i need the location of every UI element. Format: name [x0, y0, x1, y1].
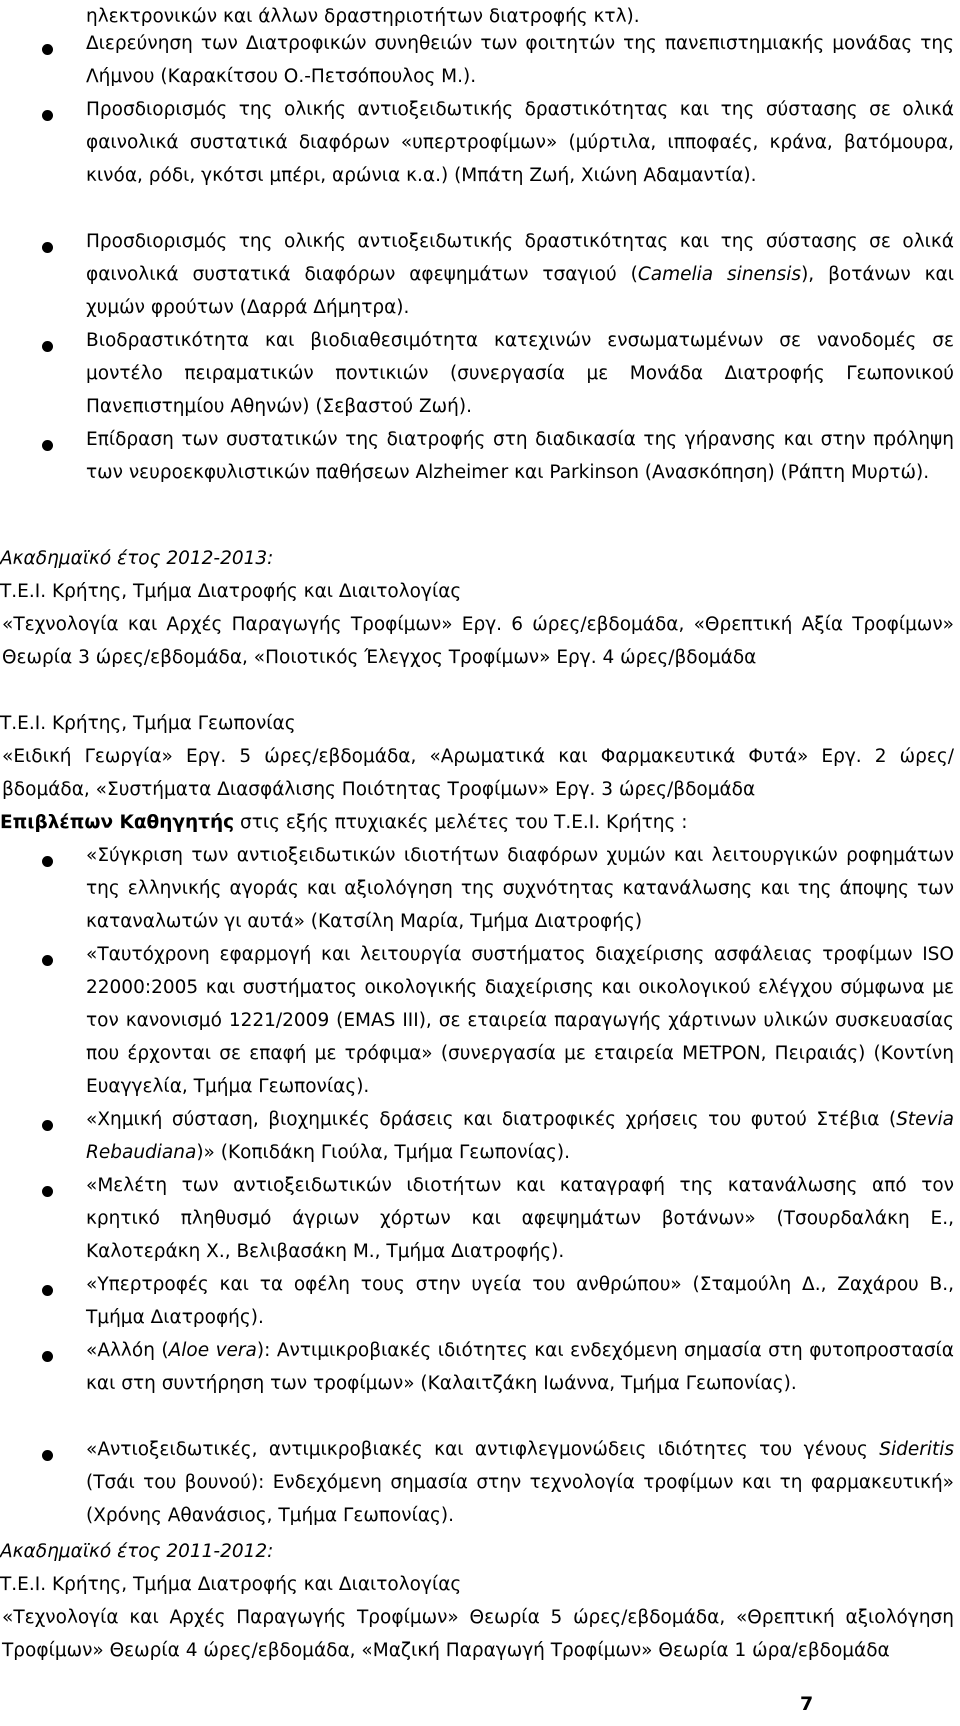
institution-line: Τ.Ε.Ι. Κρήτης, Τμήμα Διατροφής και Διαιτολογίας	[0, 1574, 462, 1595]
list-item: Βιοδραστικότητα και βιοδιαθεσιμότητα κατεχινών ενσωματωμένων σε νανοδομές σε μοντέλο πειραματικών ποντικιών (συνεργασία με Μονάδα Διατροφής Γεωπονικού Πανεπιστημίου Αθηνών) (Σεβαστού Ζωή).	[86, 330, 954, 417]
continuation-line: ηλεκτρονικών και άλλων δραστηριοτήτων διατροφής κτλ).	[86, 6, 640, 27]
list-item: «Μελέτη των αντιοξειδωτικών ιδιοτήτων και καταγραφή της κατανάλωσης από τον κρητικό πληθυσμό άγριων χόρτων και αφεψημάτων βοτάνων» (Τσουρδαλάκη Ε., Καλοτεράκη Χ., Βελιβασάκη Μ., Τμήμα Διατροφής).	[86, 1175, 954, 1262]
institution-line: Τ.Ε.Ι. Κρήτης, Τμήμα Γεωπονίας	[0, 713, 296, 734]
bullet-icon	[42, 1351, 53, 1362]
list-item: «Ταυτόχρονη εφαρμογή και λειτουργία συστήματος διαχείρισης ασφάλειας τροφίμων ISO 22000:2005 και συστήματος οικολογικής διαχείρισης και οικολογικού ελέγχου σύμφωνα με τον κανονισμό 1221/2009 (EMAS III), σε εταιρεία παραγωγής χάρτινων υλικών συσκευασίας που έρχονται σε επαφή με τρόφιμα» (συνεργασία με εταιρεία ΜΕΤΡΟΝ, Πειραιάς) (Κοντίνη Ευαγγελία, Τμήμα Γεωπονίας).	[86, 944, 954, 1097]
courses-paragraph: «Ειδική Γεωργία» Εργ. 5 ώρες/εβδομάδα, «Αρωματικά και Φαρμακευτικά Φυτά» Εργ. 2 ώρες/βδομάδα, «Συστήματα Διασφάλισης Ποιότητας Τροφίμων» Εργ. 3 ώρες/βδομάδα	[2, 746, 954, 800]
bullet-icon	[42, 242, 53, 253]
list-item: «Σύγκριση των αντιοξειδωτικών ιδιοτήτων διαφόρων χυμών και λειτουργικών ροφημάτων της ελληνικής αγοράς και αξιολόγηση της συχνότητας κατανάλωσης και της άποψης των καταναλωτών γι αυτά» (Κατσίλη Μαρία, Τμήμα Διατροφής)	[86, 845, 954, 932]
bullet-icon	[42, 1186, 53, 1197]
bullet-icon	[42, 440, 53, 451]
bullet-icon	[42, 1450, 53, 1461]
bullet-icon	[42, 856, 53, 867]
supervisor-line: Επιβλέπων Καθηγητής στις εξής πτυχιακές μελέτες του Τ.Ε.Ι. Κρήτης :	[0, 812, 688, 833]
list-item: Διερεύνηση των Διατροφικών συνηθειών των φοιτητών της πανεπιστημιακής μονάδας της Λήμνου (Καρακίτσου Ο.-Πετσόπουλος Μ.).	[86, 33, 954, 87]
list-item: «Χημική σύσταση, βιοχημικές δράσεις και διατροφικές χρήσεις του φυτού Στέβια (Stevia Rebaudiana)» (Κοπιδάκη Γιούλα, Τμήμα Γεωπονίας).	[86, 1109, 954, 1163]
bullet-icon	[42, 341, 53, 352]
list-item: «Αντιοξειδωτικές, αντιμικροβιακές και αντιφλεγμονώδεις ιδιότητες του γένους Sideritis (Τσάι του βουνού): Ενδεχόμενη σημασία στην τεχνολογία τροφίμων και τη φαρμακευτική» (Χρόνης Αθανάσιος, Τμήμα Γεωπονίας).	[86, 1439, 954, 1526]
species-name: Sideritis	[879, 1439, 954, 1460]
list-item: Επίδραση των συστατικών της διατροφής στη διαδικασία της γήρανσης και στην πρόληψη των νευροεκφυλιστικών παθήσεων Alzheimer και Parkinson (Ανασκόπηση) (Ράπτη Μυρτώ).	[86, 429, 954, 483]
list-item: Προσδιορισμός της ολικής αντιοξειδωτικής δραστικότητας και της σύστασης σε ολικά φαινολικά συστατικά διαφόρων «υπερτροφίμων» (μύρτιλα, ιπποφαές, κράνα, βατόμουρα, κινόα, ρόδι, γκότσι μπέρι, αρώνια κ.α.) (Μπάτη Ζωή, Χιώνη Αδαμαντία).	[86, 99, 954, 186]
bullet-icon	[42, 1120, 53, 1131]
section-heading-2012: Ακαδημαϊκό έτος 2012-2013:	[0, 548, 274, 569]
bullet-icon	[42, 44, 53, 55]
courses-paragraph: «Τεχνολογία και Αρχές Παραγωγής Τροφίμων» Θεωρία 5 ώρες/εβδομάδα, «Θρεπτική αξιολόγηση Τροφίμων» Θεωρία 4 ώρες/εβδομάδα, «Μαζική Παραγωγή Τροφίμων» Θεωρία 1 ώρα/εβδομάδα	[2, 1607, 954, 1661]
bullet-icon	[42, 110, 53, 121]
courses-paragraph: «Τεχνολογία και Αρχές Παραγωγής Τροφίμων» Εργ. 6 ώρες/εβδομάδα, «Θρεπτική Αξία Τροφίμων» Θεωρία 3 ώρες/εβδομάδα, «Ποιοτικός Έλεγχος Τροφίμων» Εργ. 4 ώρες/βδομάδα	[2, 614, 954, 668]
page-number: 7	[800, 1693, 814, 1715]
section-heading-2011: Ακαδημαϊκό έτος 2011-2012:	[0, 1541, 274, 1562]
species-name: Camelia sinensis	[637, 264, 802, 285]
list-item: Προσδιορισμός της ολικής αντιοξειδωτικής δραστικότητας και της σύστασης σε ολικά φαινολικά συστατικά διαφόρων αφεψημάτων τσαγιού (Camelia sinensis), βοτάνων και χυμών φρούτων (Δαρρά Δήμητρα).	[86, 231, 954, 318]
bullet-icon	[42, 955, 53, 966]
species-name: Aloe vera	[168, 1340, 257, 1361]
bullet-icon	[42, 1285, 53, 1296]
list-item: «Υπερτροφές και τα οφέλη τους στην υγεία του ανθρώπου» (Σταμούλη Δ., Ζαχάρου Β., Τμήμα Διατροφής).	[86, 1274, 954, 1328]
list-item: «Αλλόη (Aloe vera): Αντιμικροβιακές ιδιότητες και ενδεχόμενη σημασία στη φυτοπροστασία και στη συντήρηση των τροφίμων» (Καλαιτζάκη Ιωάννα, Τμήμα Γεωπονίας).	[86, 1340, 954, 1394]
species-name: Stevia Rebaudiana	[86, 1109, 954, 1163]
institution-line: Τ.Ε.Ι. Κρήτης, Τμήμα Διατροφής και Διαιτολογίας	[0, 581, 462, 602]
